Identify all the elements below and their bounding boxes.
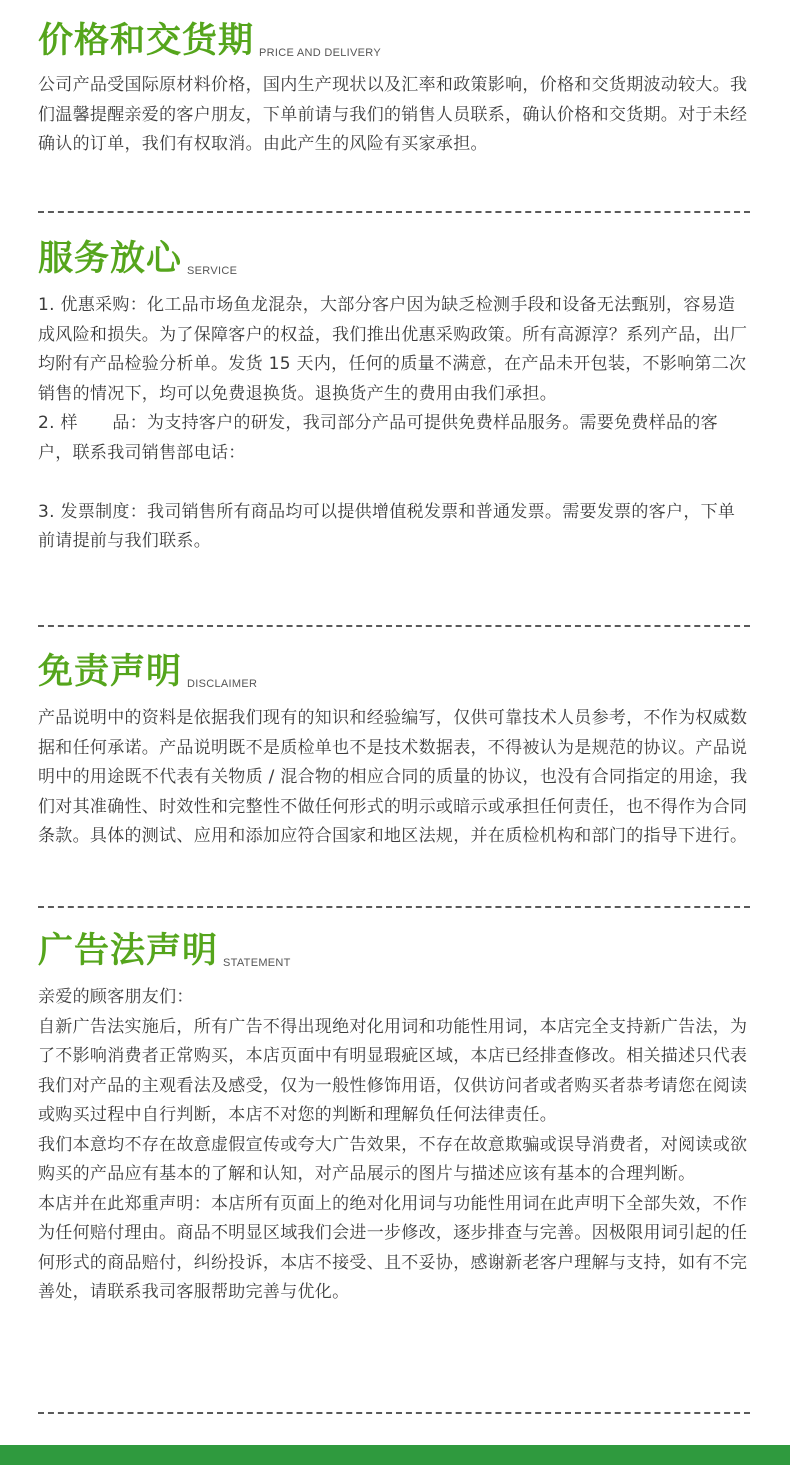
section-paragraph: 1. 优惠采购：化工品市场鱼龙混杂，大部分客户因为缺乏检测手段和设备无法甄别，容易造成风险和损失。为了保障客户的权益，我们推出优惠采购政策。所有高源淳？系列产品，出厂均附有产品检验分析单。发货 15 天内，任何的质量不满意，在产品未开包装，不影响第二次销售的情况下，均可以免费退换货。退换货产生的费用由我们承担。	[38, 295, 748, 404]
section-paragraph: 3. 发票制度：我司销售所有商品均可以提供增值税发票和普通发票。需要发票的客户，下单前请提前与我们联系。	[38, 501, 736, 551]
section-service	[38, 230, 750, 557]
section-paragraph: 亲爱的顾客朋友们：	[38, 987, 194, 1007]
section-subtitle: PRICE AND DELIVERY	[259, 47, 381, 59]
dashed-divider	[38, 625, 750, 627]
section-heading	[38, 12, 750, 62]
dashed-divider	[38, 906, 750, 908]
section-title: 广告法声明	[38, 931, 219, 971]
section-heading	[38, 230, 750, 280]
section-disclaimer	[38, 643, 750, 852]
section-title: 免责声明	[38, 652, 183, 692]
section-heading	[38, 643, 750, 693]
section-title: 服务放心	[38, 239, 183, 279]
section-price-delivery	[38, 12, 750, 160]
section-title: 价格和交货期	[38, 21, 255, 61]
section-subtitle: DISCLAIMER	[187, 678, 258, 690]
blank-line	[38, 468, 750, 498]
footer-bar	[0, 1445, 790, 1465]
section-statement	[38, 922, 750, 1308]
dashed-divider	[38, 211, 750, 213]
section-subtitle: STATEMENT	[223, 957, 291, 969]
section-paragraph: 我们本意均不存在故意虚假宣传或夸大广告效果，不存在故意欺骗或误导消费者，对阅读或欲购买的产品应有基本的了解和认知，对产品展示的图片与描述应该有基本的合理判断。	[38, 1134, 748, 1184]
section-paragraph: 本店并在此郑重声明：本店所有页面上的绝对化用词与功能性用词在此声明下全部失效，不作为任何赔付理由。商品不明显区域我们会进一步修改，逐步排查与完善。因极限用词引起的任何形式的商品赔付，纠纷投诉，本店不接受、且不妥协，感谢新老客户理解与支持，如有不完善处，请联系我司客服帮助完善与优化。	[38, 1193, 748, 1302]
dashed-divider	[38, 1412, 750, 1414]
section-subtitle: SERVICE	[187, 265, 238, 277]
section-paragraph: 自新广告法实施后，所有广告不得出现绝对化用词和功能性用词，本店完全支持新广告法，为了不影响消费者正常购买，本店页面中有明显瑕疵区域，本店已经排查修改。相关描述只代表我们对产品的主观看法及感受，仅为一般性修饰用语，仅供访问者或者购买者恭考请您在阅读或购买过程中自行判断，本店不对您的判断和理解负任何法律责任。	[38, 1016, 748, 1125]
section-heading	[38, 922, 750, 972]
section-paragraph: 2. 样 品：为支持客户的研发，我司部分产品可提供免费样品服务。需要免费样品的客户，联系我司销售部电话：	[38, 413, 718, 463]
section-paragraph: 公司产品受国际原材料价格，国内生产现状以及汇率和政策影响，价格和交货期波动较大。我们温馨提醒亲爱的客户朋友，下单前请与我们的销售人员联系，确认价格和交货期。对于未经确认的订单，我们有权取消。由此产生的风险有买家承担。	[38, 75, 748, 154]
section-paragraph: 产品说明中的资料是依据我们现有的知识和经验编写，仅供可靠技术人员参考，不作为权威数据和任何承诺。产品说明既不是质检单也不是技术数据表，不得被认为是规范的协议。产品说明中的用途既不代表有关物质 / 混合物的相应合同的质量的协议，也没有合同指定的用途，我们对其准确性、时效性和完整性不做任何形式的明示或暗示或承担任何责任，也不得作为合同条款。具体的测试、应用和添加应符合国家和地区法规，并在质检机构和部门的指导下进行。	[38, 708, 748, 846]
